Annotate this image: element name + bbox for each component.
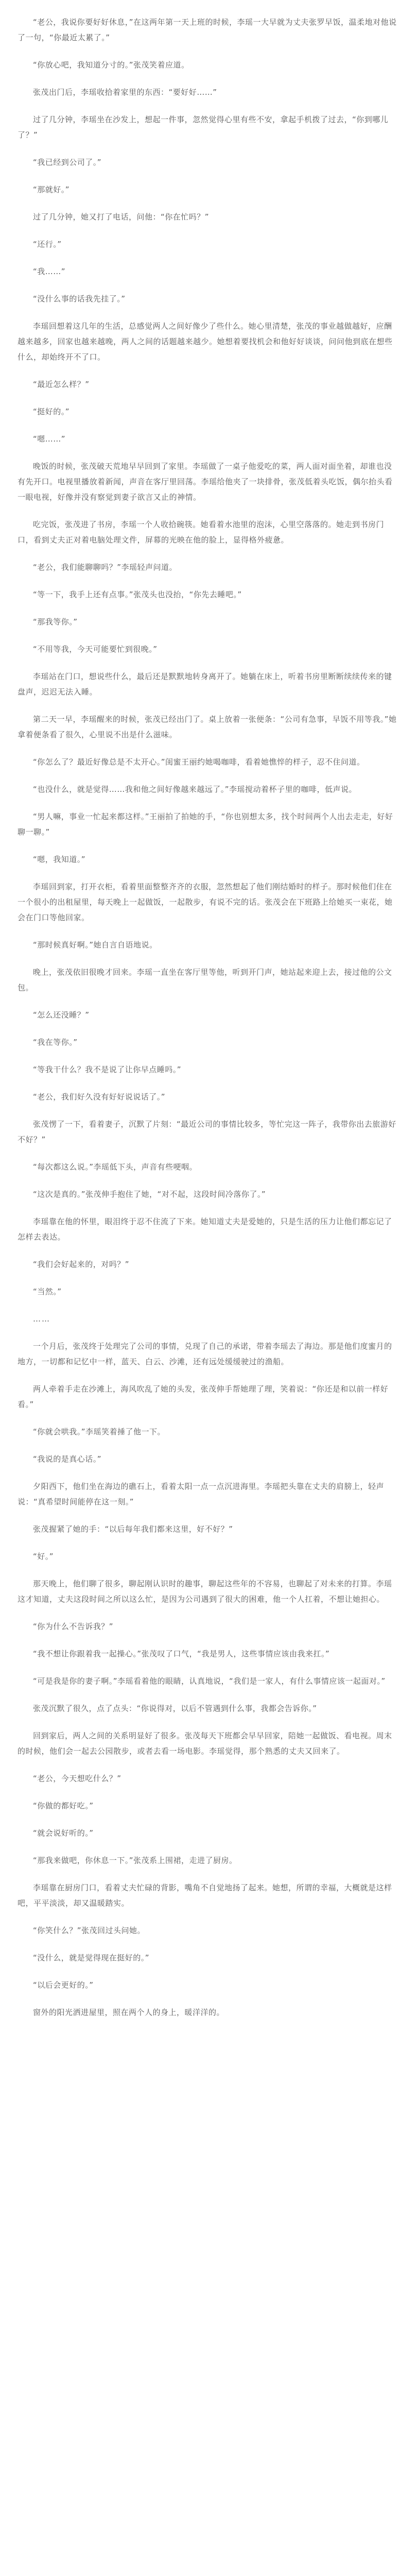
paragraph: 张茂沉默了很久，点了点头：“你说得对，以后不管遇到什么事，我都会告诉你。”: [33, 1704, 317, 1713]
paragraph: “我在等你。”: [33, 1038, 78, 1047]
paragraph: “男人嘛，事业一忙起来都这样。”王丽拍了拍她的手，“你也别想太多，找个时间两个人出去走走，好好聊一聊。”: [18, 812, 393, 837]
paragraph: “你做的都好吃。”: [33, 1801, 94, 1810]
paragraph: “就会说好听的。”: [33, 1828, 94, 1838]
paragraph: “你怎么了？最近好像总是不太开心。”闺蜜王丽约她喝咖啡，看着她憔悴的样子，忍不住问道。: [33, 757, 365, 767]
section-separator: ……: [33, 1314, 50, 1324]
paragraph: “挺好的。”: [33, 407, 70, 416]
paragraph: “你笑什么？”张茂回过头问她。: [33, 1926, 146, 1935]
paragraph: “没什么事的话我先挂了。”: [33, 294, 126, 303]
paragraph: “可是我是你的妻子啊。”李瑶看着他的眼睛，认真地说，“我们是一家人，有什么事情应该一起面对。”: [33, 1676, 386, 1686]
paragraph: “每次都这么说。”李瑶低下头，声音有些哽咽。: [33, 1162, 198, 1172]
paragraph: 过了几分钟，她又打了电话，问他：“你在忙吗？”: [33, 212, 210, 222]
paragraph: “我们会好起来的，对吗？”: [33, 1260, 130, 1269]
paragraph: “你为什么不告诉我？”: [33, 1622, 114, 1631]
paragraph: 一个月后，张茂终于处理完了公司的事情，兑现了自己的承诺，带着李瑶去了海边。那是他们度蜜月的地方，一切都和记忆中一样，蓝天、白云、沙滩，还有远处缓缓驶过的渔船。: [18, 1342, 392, 1366]
paragraph: 那天晚上，他们聊了很多，聊起刚认识时的趣事，聊起这些年的不容易，也聊起了对未来的打算。李瑶这才知道，丈夫这段时间之所以这么忙，是因为公司遇到了很大的困难，他一个人扛着，不想让她担心。: [18, 1579, 392, 1604]
paragraph: “等一下，我手上还有点事。”张茂头也没抬，“你先去睡吧。”: [33, 590, 242, 599]
paragraph: 两人牵着手走在沙滩上，海风吹乱了她的头发，张茂伸手帮她理了理，笑着说：“你还是和以前一样好看。”: [18, 1384, 389, 1409]
paragraph: “我已经到公司了。”: [33, 158, 102, 167]
paragraph: “那我来做吧，你休息一下。”张茂系上围裙，走进了厨房。: [33, 1856, 237, 1865]
paragraph: “这次是真的。”张茂伸手抱住了她，“对不起，这段时间冷落你了。”: [33, 1190, 266, 1199]
paragraph: 第二天一早，李瑶醒来的时候，张茂已经出门了。桌上放着一张便条：“公司有急事，早饭不用等我。”她拿着便条看了很久，心里说不出是什么滋味。: [18, 715, 397, 739]
paragraph: “那就好。”: [33, 185, 70, 194]
paragraph: “没什么，就是觉得现在挺好的。”: [33, 1953, 150, 1962]
paragraph: “嗯，我知道。”: [33, 855, 86, 864]
paragraph: 李瑶回想着这几年的生活，总感觉两人之间好像少了些什么。她心里清楚，张茂的事业越做越好，应酬越来越多，回家也越来越晚，两人之间的话题越来越少。她想着要找机会和他好好谈谈，问问他到底在想些什么，却始终开不了口。: [18, 321, 393, 362]
paragraph: “老公，我们好久没有好好说说话了。”: [33, 1092, 166, 1101]
paragraph: “我说的是真心话。”: [33, 1454, 102, 1464]
paragraph: 李瑶靠在他的怀里，眼泪终于忍不住流了下来。她知道丈夫是爱她的，只是生活的压力让他们都忘记了怎样去表达。: [18, 1217, 392, 1242]
paragraph: “那我等你。”: [33, 617, 78, 626]
paragraph: “以后会更好的。”: [33, 1980, 94, 1990]
paragraph: 晚上，张茂依旧很晚才回来。李瑶一直坐在客厅里等他，听到开门声，她站起来迎上去，接过他的公文包。: [18, 968, 392, 992]
paragraph: “我不想让你跟着我一起操心。”张茂叹了口气，“我是男人，这些事情应该由我来扛。”: [33, 1649, 330, 1658]
paragraph: “怎么还没睡？”: [33, 1010, 90, 1020]
paragraph: “也没什么，就是觉得……我和他之间好像越来越远了。”李瑶搅动着杯子里的咖啡，低声说。: [33, 785, 357, 794]
paragraph: “最近怎么样？”: [33, 380, 90, 389]
paragraph: “等我干什么？我不是说了让你早点睡吗。”: [33, 1065, 182, 1074]
paragraph: 张茂愣了一下，看着妻子，沉默了片刻：“最近公司的事情比较多，等忙完这一阵子，我带你出去旅游好不好？”: [18, 1120, 396, 1144]
paragraph: 张茂出门后，李瑶收拾着家里的东西：“要好好……”: [33, 88, 217, 97]
paragraph: 张茂握紧了她的手：“以后每年我们都来这里，好不好？”: [33, 1524, 233, 1534]
paragraph: 李瑶站在门口，想说些什么，最后还是默默地转身离开了。她躺在床上，听着书房里断断续续传来的键盘声，迟迟无法入睡。: [18, 672, 392, 697]
paragraph: “你就会哄我。”李瑶笑着捶了他一下。: [33, 1427, 166, 1436]
paragraph: “老公，今天想吃什么？”: [33, 1774, 121, 1783]
paragraph: “老公，我说你要好好休息，”在这两年第一天上班的时候，李瑶一大早就为丈夫张罗早饭，温柔地对他说了一句，“你最近太累了。”: [18, 18, 397, 42]
paragraph: 窗外的阳光洒进屋里，照在两个人的身上，暖洋洋的。: [33, 2008, 225, 2017]
paragraph: 吃完饭，张茂进了书房，李瑶一个人收拾碗筷。她看着水池里的泡沫，心里空落落的。她走到书房门口，看到丈夫正对着电脑处理文件，屏幕的光映在他的脸上，显得格外疲惫。: [18, 520, 385, 545]
paragraph: 夕阳西下，他们坐在海边的礁石上，看着太阳一点一点沉进海里。李瑶把头靠在丈夫的肩膀上，轻声说：“真希望时间能停在这一刻。”: [18, 1482, 385, 1506]
paragraph: “不用等我，今天可能要忙到很晚。”: [33, 645, 158, 654]
paragraph: “还行。”: [33, 240, 62, 249]
paragraph: “老公，我们能聊聊吗？”李瑶轻声问道。: [33, 563, 178, 572]
paragraph: 李瑶回到家，打开衣柜，看着里面整整齐齐的衣服，忽然想起了他们刚结婚时的样子。那时候他们住在一个很小的出租屋里，每天晚上一起做饭，一起散步，有说不完的话。张茂会在下班路上给她买一束花，她会在门口等他回家。: [18, 882, 393, 922]
paragraph: “我……”: [33, 267, 66, 276]
paragraph: “嗯……”: [33, 434, 66, 444]
paragraph: 回到家后，两人之间的关系明显好了很多。张茂每天下班都会早早回家，陪她一起做饭、看电视。周末的时候，他们会一起去公园散步，或者去看一场电影。李瑶觉得，那个熟悉的丈夫又回来了。: [18, 1731, 392, 1756]
paragraph: “当然。”: [33, 1287, 62, 1296]
paragraph: “你放心吧，我知道分寸的。”张茂笑着应道。: [33, 60, 189, 70]
paragraph: “好。”: [33, 1552, 54, 1561]
paragraph: “那时候真好啊。”她自言自语地说。: [33, 940, 158, 950]
paragraph: 过了几分钟，李瑶坐在沙发上，想起一件事，忽然觉得心里有些不安，拿起手机拨了过去，“你到哪儿了？”: [18, 115, 389, 140]
paragraph: 李瑶靠在厨房门口，看着丈夫忙碌的背影，嘴角不自觉地扬了起来。她想，所谓的幸福，大概就是这样吧，平平淡淡，却又温暖踏实。: [18, 1883, 392, 1908]
paragraph: 晚饭的时候，张茂破天荒地早早回到了家里。李瑶做了一桌子他爱吃的菜，两人面对面坐着，却谁也没有先开口。电视里播放着新闻，声音在客厅里回荡。李瑶给他夹了一块排骨，张茂低着头吃饭，偶尔抬头看一眼电视，好像并没有察觉到妻子欲言又止的神情。: [18, 462, 393, 502]
